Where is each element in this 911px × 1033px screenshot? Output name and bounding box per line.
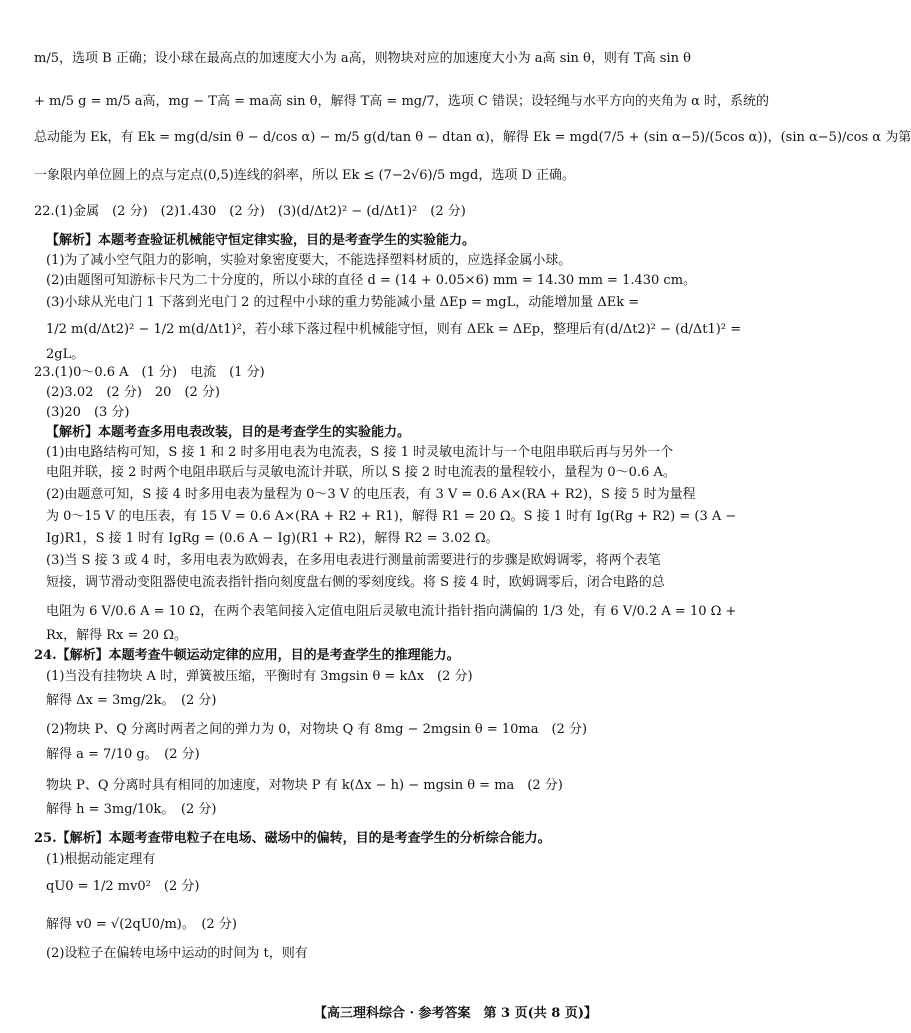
text-line: 23.(1)0～0.6 A (1 分) 电流 (1 分)	[34, 365, 265, 380]
text-line: (3)当 S 接 3 或 4 时，多用电表为欧姆表，在多用电表进行测量前需要进行的步骤是欧姆调零，将两个表笔	[46, 553, 661, 568]
text-line: 总动能为 Ek，有 Ek = mg(d/sin θ − d/cos α) − m/5 g(d/tan θ − dtan α)，解得 Ek = mgd(7/5 + (sin α−5)/(5cos α))，(sin α−5)/cos α 为第	[34, 130, 911, 145]
text-line: (3)20 (3 分)	[46, 405, 130, 420]
text-line: 解得 a = 7/10 g。 (2 分)	[46, 747, 200, 762]
text-line: 2gL。	[46, 347, 85, 362]
page-footer: 【高三理科综合 · 参考答案 第 3 页(共 8 页)】	[313, 1006, 598, 1021]
text-line: 物块 P、Q 分离时具有相同的加速度，对物块 P 有 k(Δx − h) − mgsin θ = ma (2 分)	[46, 778, 563, 793]
text-line: (1)由电路结构可知，S 接 1 和 2 时多用电表为电流表，S 接 1 时灵敏电流计与一个电阻串联后再与另外一个	[46, 445, 674, 460]
text-line: (2)由题图可知游标卡尺为二十分度的，所以小球的直径 d = (14 + 0.05×6) mm = 14.30 mm = 1.430 cm。	[46, 273, 697, 288]
text-line: 【解析】本题考查验证机械能守恒定律实验，目的是考查学生的实验能力。	[46, 233, 476, 248]
text-line: 1/2 m(d/Δt2)² − 1/2 m(d/Δt1)²，若小球下落过程中机械能守恒，则有 ΔEk = ΔEp，整理后有(d/Δt2)² − (d/Δt1)² =	[46, 322, 742, 337]
text-line: 22.(1)金属 (2 分) (2)1.430 (2 分) (3)(d/Δt2)² − (d/Δt1)² (2 分)	[34, 204, 466, 219]
text-line: + m/5 g = m/5 a高，mg − T高 = ma高 sin θ，解得 T高 = mg/7，选项 C 错误；设轻绳与水平方向的夹角为 α 时，系统的	[34, 94, 769, 109]
text-line: 解得 h = 3mg/10k。 (2 分)	[46, 802, 217, 817]
text-line: 24.【解析】本题考查牛顿运动定律的应用，目的是考查学生的推理能力。	[34, 648, 460, 663]
text-line: Rx，解得 Rx = 20 Ω。	[46, 628, 187, 643]
text-line: (3)小球从光电门 1 下落到光电门 2 的过程中小球的重力势能减小量 ΔEp = mgL，动能增加量 ΔEk =	[46, 295, 640, 310]
text-line: 解得 Δx = 3mg/2k。 (2 分)	[46, 693, 217, 708]
text-line: 电阻为 6 V/0.6 A = 10 Ω，在两个表笔间接入定值电阻后灵敏电流计指针指向满偏的 1/3 处，有 6 V/0.2 A = 10 Ω +	[46, 604, 737, 619]
text-line: Ig)R1，S 接 1 时有 IgRg = (0.6 A − Ig)(R1 + R2)，解得 R2 = 3.02 Ω。	[46, 531, 499, 546]
text-line: 电阻并联，接 2 时两个电阻串联后与灵敏电流计并联，所以 S 接 2 时电流表的量程较小，量程为 0～0.6 A。	[46, 465, 676, 480]
text-line: 为 0～15 V 的电压表，有 15 V = 0.6 A×(RA + R2 + R1)，解得 R1 = 20 Ω。S 接 1 时有 Ig(Rg + R2) = (3 A −	[46, 509, 737, 524]
text-line: (2)物块 P、Q 分离时两者之间的弹力为 0，对物块 Q 有 8mg − 2mgsin θ = 10ma (2 分)	[46, 722, 588, 737]
text-line: 短接，调节滑动变阻器使电流表指针指向刻度盘右侧的零刻度线。将 S 接 4 时，欧姆调零后，闭合电路的总	[46, 575, 665, 590]
text-line: m/5，选项 B 正确；设小球在最高点的加速度大小为 a高，则物块对应的加速度大小为 a高 sin θ，则有 T高 sin θ	[34, 51, 691, 66]
text-line: (2)3.02 (2 分) 20 (2 分)	[46, 385, 220, 400]
text-line: (2)由题意可知，S 接 4 时多用电表为量程为 0～3 V 的电压表，有 3 V = 0.6 A×(RA + R2)，S 接 5 时为量程	[46, 487, 696, 502]
text-line: (1)为了减小空气阻力的影响，实验对象密度要大，不能选择塑料材质的，应选择金属小球。	[46, 253, 572, 268]
text-line: 解得 v0 = √(2qU0/m)。 (2 分)	[46, 917, 237, 932]
text-line: 【解析】本题考查多用电表改装，目的是考查学生的实验能力。	[46, 425, 411, 440]
text-line: (2)设粒子在偏转电场中运动的时间为 t，则有	[46, 946, 308, 961]
text-line: qU0 = 1/2 mv0² (2 分)	[46, 879, 200, 894]
text-line: 25.【解析】本题考查带电粒子在电场、磁场中的偏转，目的是考查学生的分析综合能力。	[34, 831, 551, 846]
text-line: (1)根据动能定理有	[46, 852, 156, 867]
text-line: (1)当没有挂物块 A 时，弹簧被压缩，平衡时有 3mgsin θ = kΔx (2 分)	[46, 669, 473, 684]
text-line: 一象限内单位圆上的点与定点(0,5)连线的斜率，所以 Ek ≤ (7−2√6)/5 mgd，选项 D 正确。	[34, 168, 576, 183]
